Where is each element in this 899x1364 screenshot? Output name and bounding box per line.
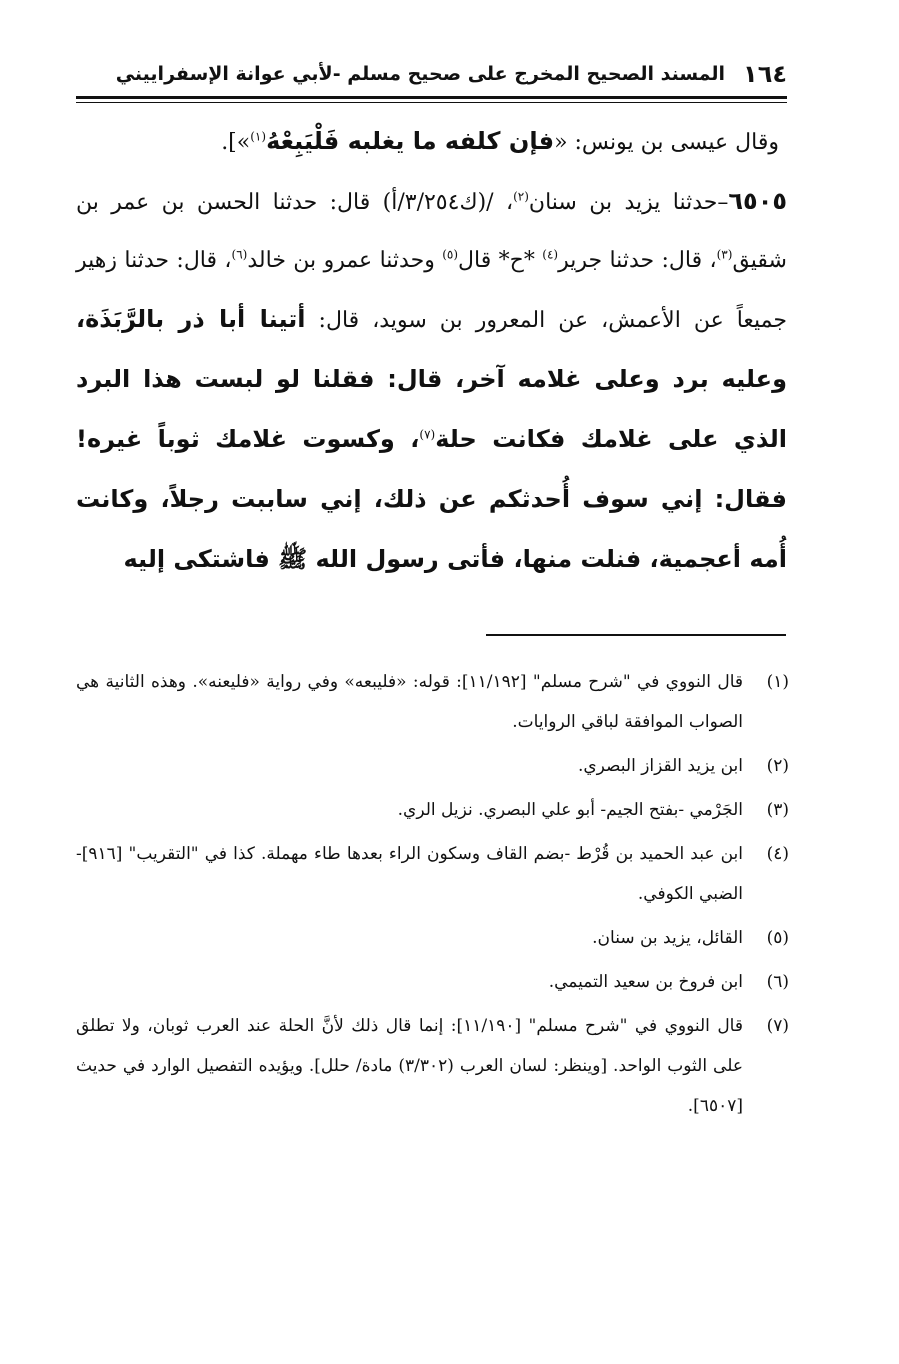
footnote-number: (٧)	[766, 1016, 789, 1036]
footnote-ref[interactable]: (٤)	[542, 247, 559, 262]
text-segment: –حدثنا يزيد بن سنان	[528, 190, 729, 215]
footnote-item	[76, 1006, 789, 1126]
footnote-divider	[486, 634, 786, 636]
footnote-number: (٣)	[766, 800, 789, 820]
footnotes-section	[76, 662, 789, 1130]
footnote-text: الجَرْمي -بفتح الجيم- أبو علي البصري. نزيل الري.	[397, 800, 743, 820]
hadith-number: ٦٥٠٥	[728, 187, 787, 215]
text-segment: ، قال: حدثنا جرير	[558, 248, 717, 273]
footnote-number: (٦)	[766, 972, 789, 992]
page-number: ١٦٤	[743, 60, 787, 88]
footnote-ref[interactable]: (٢)	[513, 189, 529, 204]
hadith-paragraph	[76, 172, 787, 590]
footnote-text: ابن يزيد القزاز البصري.	[577, 756, 743, 776]
quote-bold: فإن كلفه ما يغلبه فَلْيَبِعْهُ	[266, 127, 555, 155]
footnote-item	[76, 834, 789, 914]
footnote-number: (٢)	[766, 756, 789, 776]
footnote-number: (١)	[766, 672, 789, 692]
text-segment: *ح* قال	[458, 248, 543, 273]
footnote-text: ابن فروخ بن سعيد التميمي.	[548, 972, 743, 992]
footnote-item	[76, 790, 789, 830]
footnote-ref[interactable]: (٥)	[442, 247, 459, 262]
footnote-text: قال النووي في "شرح مسلم" [١١/١٩٢]: قوله: «فليبعه» وفي رواية «فليعنه». وهذه الثانية هي الصواب الموافقة لباقي الروايات.	[76, 672, 744, 732]
footnote-ref[interactable]: (٧)	[419, 427, 436, 442]
footnote-item	[76, 962, 789, 1002]
footnote-number: (٤)	[766, 844, 789, 864]
text-segment: ، قال: حدثنا زهير جميعاً عن الأعمش، عن المعرور بن سويد، قال:	[76, 248, 788, 333]
footnote-text: ابن عبد الحميد بن قُرْط -بضم القاف وسكون الراء بعدها طاء مهملة. كذا في "التقريب" [٩١٦]- الضبي الكوفي.	[76, 844, 743, 904]
main-text	[76, 112, 787, 590]
footnote-ref[interactable]: (٣)	[716, 247, 733, 262]
footnote-number: (٥)	[766, 928, 789, 948]
text-segment: ، /(ك٣/٢٥٤/أ) قال: حدثنا الحسن بن عمر بن شقيق	[76, 190, 787, 273]
footnote-item	[76, 918, 789, 958]
footnote-text: قال النووي في "شرح مسلم" [١١/١٩٠]: إنما قال ذلك لأنَّ الحلة عند العرب ثوبان، ولا تطلق على الثوب الواحد. [وينظر: لسان العرب (٣/٣٠٢) مادة/ حلل]. ويؤيده التفصيل الوارد في حديث [٦٥٠٧].	[76, 1016, 743, 1116]
footnote-text: القائل، يزيد بن سنان.	[592, 928, 743, 948]
footnote-ref[interactable]: (٦)	[231, 247, 248, 262]
footnote-item	[76, 746, 789, 786]
text-segment: »].	[221, 130, 251, 155]
footnote-item	[76, 662, 789, 742]
hadith-text-bold: ، وكسوت غلامك ثوباً غيره! فقال: إني سوف أُحدثكم عن ذلك، إني ساببت رجلاً، وكانت أُمه أعجمية، فنلت منها، فأتى رسول الله ﷺ فاشتكى إليه	[76, 425, 787, 573]
running-title: المسند الصحيح المخرج على صحيح مسلم -لأبي عوانة الإسفراييني	[115, 63, 726, 85]
text-line-1	[76, 112, 787, 172]
page-header	[76, 52, 787, 99]
hadith-text-bold: أتينا أبا ذر بالرَّبَذَة، وعليه برد وعلى غلامه آخر، قال: فقلنا لو لبست هذا البرد الذي على غلامك فكانت حلة	[76, 305, 787, 453]
text-segment: وقال عيسى بن يونس: «	[554, 130, 779, 155]
footnote-ref[interactable]: (١)	[250, 129, 267, 144]
text-segment: وحدثنا عمرو بن خالد	[247, 248, 443, 273]
